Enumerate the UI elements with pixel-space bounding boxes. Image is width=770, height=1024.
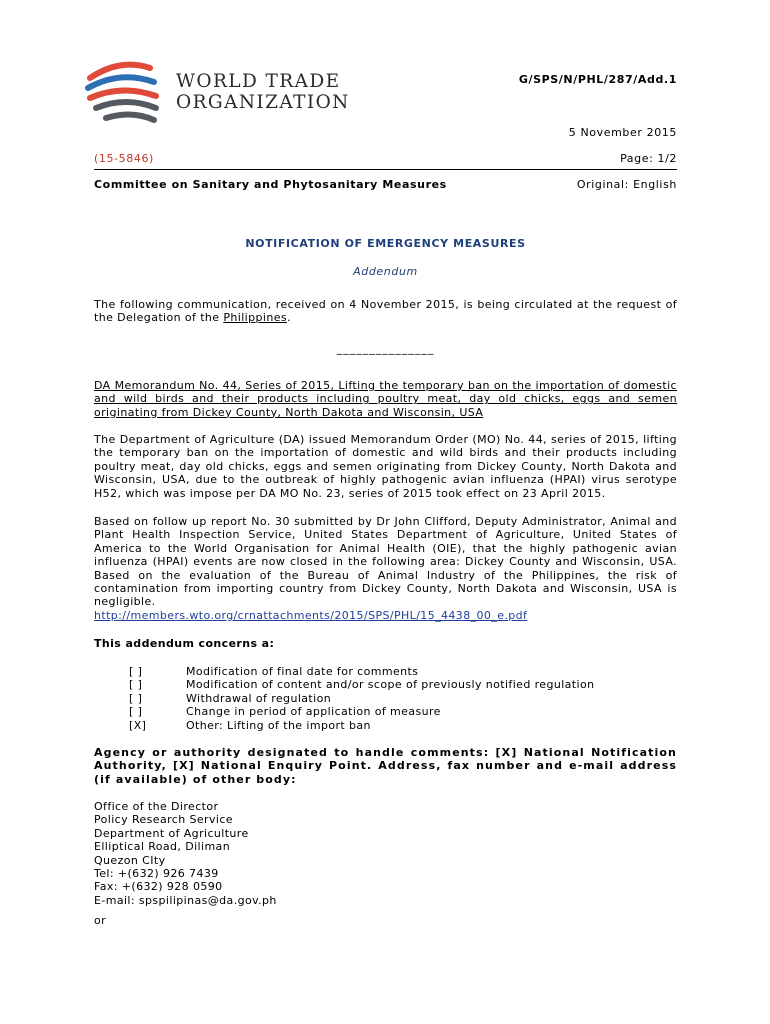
wto-logo-text	[176, 71, 350, 113]
checkbox-indicator: [ ]	[129, 665, 143, 678]
contact-line: Office of the Director	[94, 800, 219, 813]
list-item-label: Withdrawal of regulation	[186, 691, 332, 705]
committee-name: Committee on Sanitary and Phytosanitary Measures	[94, 178, 447, 191]
contact-line: Quezon CIty	[94, 853, 166, 867]
list-item-label: Modification of final date for comments	[186, 665, 419, 678]
contact-line: Policy Research Service	[94, 813, 233, 827]
page-number: Page: 1/2	[620, 152, 677, 165]
concerns-heading: This addendum concerns a:	[94, 637, 275, 650]
contact-line: Department of Agriculture	[94, 826, 249, 840]
document-date: 5 November 2015	[568, 126, 677, 139]
checkbox-indicator: [ ]	[129, 705, 143, 719]
page-title: NOTIFICATION OF EMERGENCY MEASURES	[245, 237, 526, 250]
intro-paragraph	[94, 298, 677, 325]
checkbox-indicator: [X]	[129, 718, 147, 732]
checkbox-indicator: [ ]	[129, 691, 143, 705]
intro-country: Philippines	[223, 311, 288, 325]
list-item-label: Change in period of application of measure	[186, 705, 441, 719]
logo-line-1: WORLD TRADE	[176, 71, 341, 92]
paragraph-2: Based on follow up report No. 30 submitted by Dr John Clifford, Deputy Administrator, Animal and Plant Health Inspection Service, United States Department of Agriculture, United States of America to the World Organisation for Animal Health (OIE), that the highly pathogenic avian influenza (HPAI) events are now closed in the following area: Dickey County and Wisconsin, USA. Based on the evaluation of the Bureau of Animal Industry of the Philippines, the risk of contamination from importing country from Dickey County, North Dakota and Wisconsin, USA is negligible.	[94, 515, 677, 609]
agency-paragraph: Agency or authority designated to handle comments: [X] National Notification Authority, [X] National Enquiry Point. Address, fax number and e-mail address (if available) of other body:	[94, 746, 677, 786]
logo-line-2: ORGANIZATION	[176, 92, 350, 113]
contact-line: Elliptical Road, Diliman	[94, 840, 231, 854]
paragraph-1: The Department of Agriculture (DA) issued Memorandum Order (MO) No. 44, series of 2015, lifting the temporary ban on the importation of domestic and wild birds and their products including poultry meat, day old chicks, eggs and semen originating from Dickey County, North Dakota and Wisconsin, USA, due to the outbreak of highly pathogenic avian influenza (HPAI) virus serotype H52, which was impose per DA MO No. 23, series of 2015 took effect on 23 April 2015.	[94, 433, 677, 500]
contact-fax: Fax: +(632) 928 0590	[94, 880, 223, 894]
list-item-label: Modification of content and/or scope of previously notified regulation	[186, 678, 595, 692]
list-item	[129, 678, 594, 691]
list-item	[129, 705, 594, 718]
document-code: (15-5846)	[94, 152, 154, 165]
intro-text: The following communication, received on 4 November 2015, is being circulated at the request of the Delegation of the	[94, 298, 677, 325]
concerns-list	[129, 665, 594, 732]
memo-title: DA Memorandum No. 44, Series of 2015, Lifting the temporary ban on the importation of domestic and wild birds and their products including poultry meat, day old chicks, eggs and semen originating from Dickey County, North Dakota and Wisconsin, USA	[94, 379, 677, 419]
contact-email: E-mail: spspilipinas@da.gov.ph	[94, 893, 277, 907]
attachment-link[interactable]: http://members.wto.org/crnattachments/2015/SPS/PHL/15_4438_00_e.pdf	[94, 609, 528, 622]
list-item	[129, 692, 594, 705]
checkbox-indicator: [ ]	[129, 678, 143, 692]
header-divider	[94, 169, 677, 170]
list-item	[129, 719, 594, 732]
page-subtitle: Addendum	[353, 265, 418, 278]
intro-end: .	[287, 311, 291, 325]
contact-or: or	[94, 914, 107, 928]
contact-block	[94, 800, 277, 928]
wto-logo-icon	[82, 56, 164, 128]
contact-tel: Tel: +(632) 926 7439	[94, 867, 219, 881]
document-reference: G/SPS/N/PHL/287/Add.1	[518, 73, 677, 86]
separator: _______________	[336, 342, 435, 355]
attachment-paragraph	[94, 609, 677, 622]
list-item	[129, 665, 594, 678]
original-language: Original: English	[576, 178, 677, 191]
list-item-label: Other: Lifting of the import ban	[186, 718, 371, 732]
